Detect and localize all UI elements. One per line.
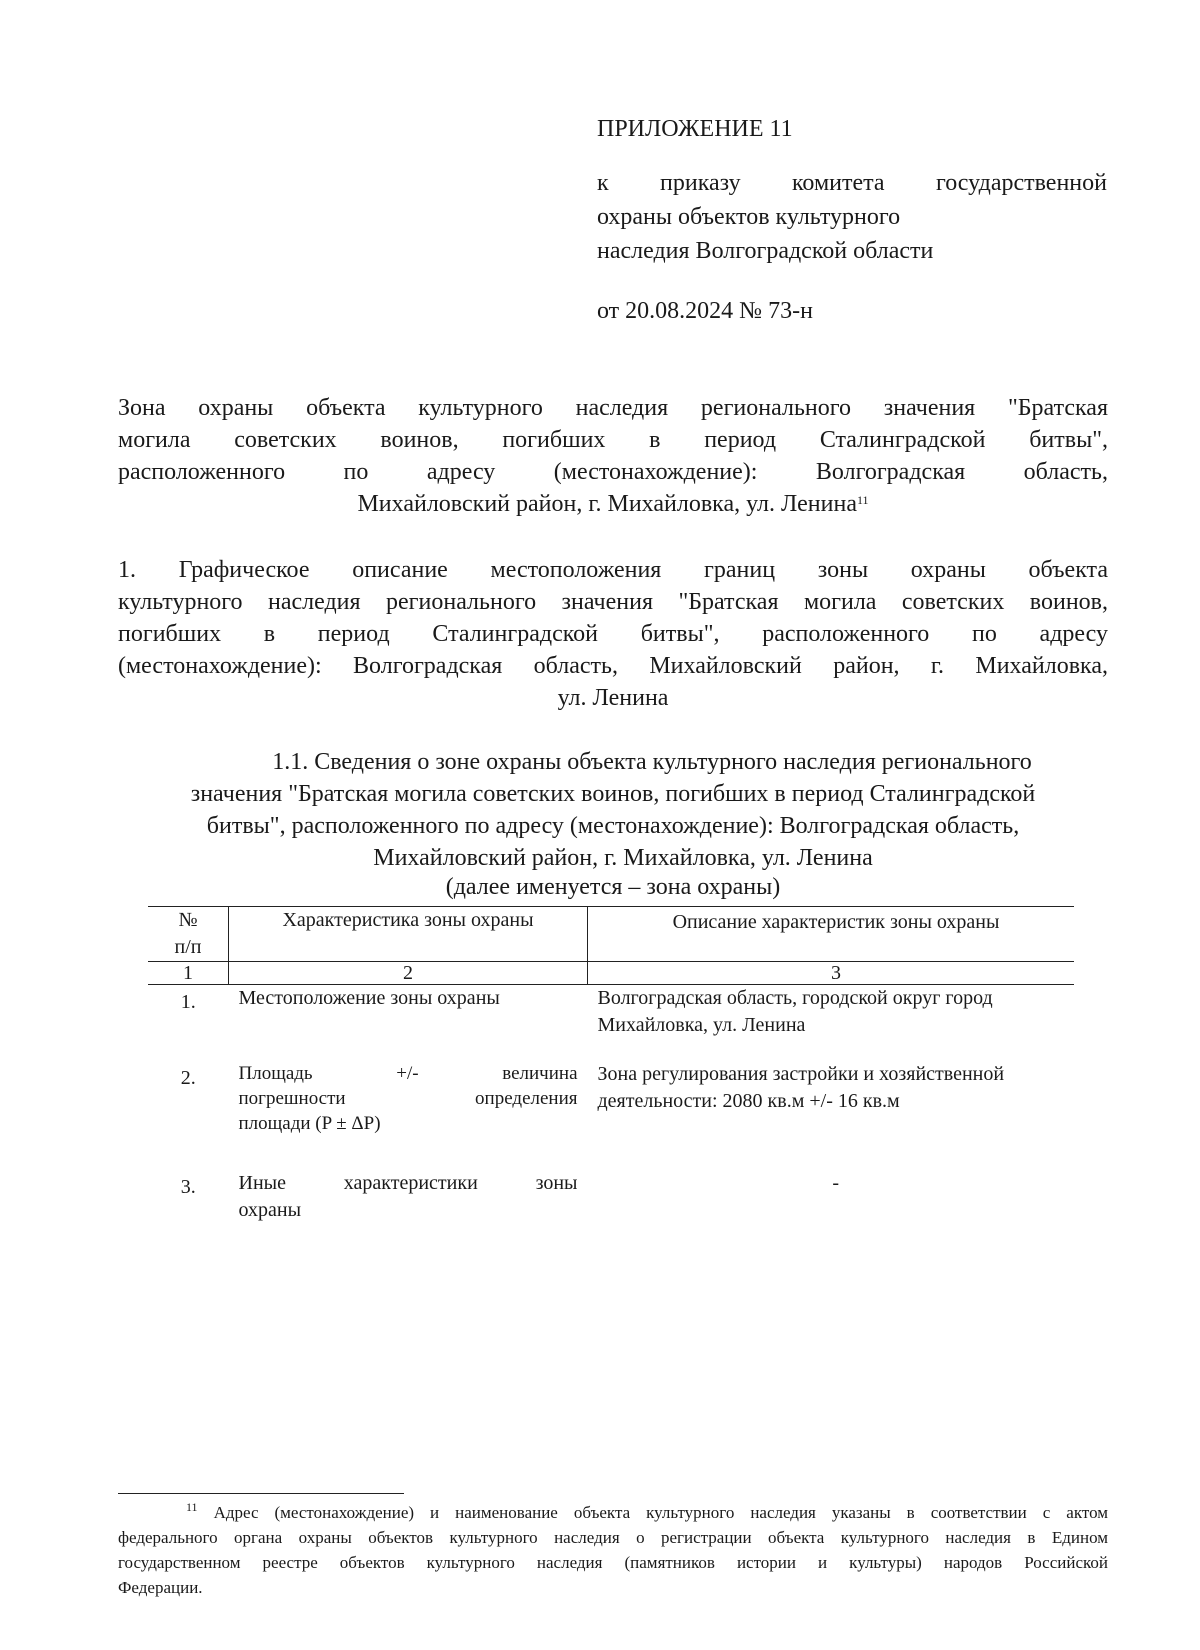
title-last-line bbox=[118, 488, 1108, 520]
col-number: 2 bbox=[229, 962, 588, 985]
header-num-line: п/п bbox=[174, 936, 202, 958]
section-1-line: 1. Графическое описание местоположения границ зоны охраны объекта bbox=[118, 557, 1108, 583]
table-row bbox=[148, 985, 1074, 1040]
footnote-mark: 11 bbox=[856, 493, 869, 507]
header-characteristic: Характеристика зоны охраны bbox=[229, 907, 588, 962]
order-line-1: к приказу комитета государственной bbox=[597, 170, 1107, 196]
order-line-2: охраны объектов культурного bbox=[597, 204, 901, 230]
section-1-1 bbox=[118, 746, 1108, 900]
row-description-line: - bbox=[832, 1172, 840, 1194]
footnote-text: Адрес (местонахождение) и наименование объекта культурного наследия указаны в соответствии с актом bbox=[213, 1503, 1108, 1522]
footnote bbox=[118, 1500, 1108, 1600]
header-num-line: № bbox=[178, 909, 198, 931]
footnote-line: Федерации. bbox=[118, 1578, 203, 1597]
table-row bbox=[148, 1061, 1074, 1136]
order-line-3: наследия Волгоградской области bbox=[597, 238, 934, 264]
section-1-1-line: (далее именуется – зона охраны) bbox=[445, 874, 781, 900]
footnote-line: федерального органа охраны объектов культурного наследия о регистрации объекта культурного наследия в Едином bbox=[118, 1528, 1108, 1547]
row-description-line: деятельности: 2080 кв.м +/- 16 кв.м bbox=[597, 1090, 900, 1112]
section-1-1-line: Михайловский район, г. Михайловка, ул. Ленина bbox=[373, 845, 873, 871]
row-description bbox=[588, 985, 1075, 1040]
row-characteristic-line: площади (P ± ΔP) bbox=[238, 1113, 381, 1134]
zone-characteristics-table bbox=[148, 906, 1074, 1224]
row-characteristic-line: погрешности определения bbox=[238, 1088, 578, 1109]
section-1-line: ул. Ленина bbox=[557, 685, 669, 711]
row-description-line: Михайловка, ул. Ленина bbox=[597, 1014, 806, 1036]
row-description bbox=[588, 1061, 1075, 1136]
order-date-number: от 20.08.2024 № 73-н bbox=[597, 298, 813, 324]
row-characteristic bbox=[229, 1170, 588, 1224]
col-number: 3 bbox=[588, 962, 1075, 985]
section-1-1-line: битвы", расположенного по адресу (местонахождение): Волгоградская область, bbox=[206, 813, 1020, 839]
row-characteristic bbox=[229, 1061, 588, 1136]
section-1 bbox=[118, 554, 1108, 714]
row-characteristic-line: Площадь +/- величина bbox=[238, 1063, 578, 1084]
section-1-line: культурного наследия регионального значения "Братская могила советских воинов, bbox=[118, 589, 1108, 615]
row-characteristic-line: охраны bbox=[238, 1199, 302, 1221]
section-1-line: (местонахождение): Волгоградская область, Михайловский район, г. Михайловка, bbox=[118, 653, 1108, 679]
footnote-line bbox=[118, 1500, 1108, 1525]
row-characteristic-line: Местоположение зоны охраны bbox=[238, 987, 500, 1009]
title-line: Михайловский район, г. Михайловка, ул. Ленина bbox=[357, 491, 857, 517]
title-line: Зона охраны объекта культурного наследия регионального значения "Братская bbox=[118, 395, 1108, 421]
table-header-row bbox=[148, 907, 1074, 962]
row-number: 2. bbox=[180, 1067, 196, 1089]
section-1-1-line: 1.1. Сведения о зоне охраны объекта культурного наследия регионального bbox=[272, 749, 1032, 775]
order-reference bbox=[597, 166, 1107, 268]
header-num bbox=[148, 907, 229, 962]
row-number: 3. bbox=[180, 1176, 196, 1198]
table-col-number-row bbox=[148, 962, 1074, 985]
title-line: могила советских воинов, погибших в период Сталинградской битвы", bbox=[118, 427, 1108, 453]
section-1-line: погибших в период Сталинградской битвы", расположенного по адресу bbox=[118, 621, 1108, 647]
table-row bbox=[148, 1170, 1074, 1224]
header-description: Описание характеристик зоны охраны bbox=[588, 907, 1075, 962]
row-characteristic-line: Иные характеристики зоны bbox=[238, 1172, 578, 1194]
row-description-line: Зона регулирования застройки и хозяйственной bbox=[597, 1063, 1005, 1085]
row-description bbox=[588, 1170, 1075, 1224]
title-line: расположенного по адресу (местонахождение): Волгоградская область, bbox=[118, 459, 1108, 485]
footnote-mark: 11 bbox=[186, 1500, 198, 1514]
col-number: 1 bbox=[148, 962, 229, 985]
row-description-line: Волгоградская область, городской округ город bbox=[597, 987, 993, 1009]
section-1-1-line: значения "Братская могила советских воинов, погибших в период Сталинградской bbox=[190, 781, 1036, 807]
document-title bbox=[118, 392, 1108, 520]
row-characteristic bbox=[229, 985, 588, 1040]
row-number: 1. bbox=[180, 991, 196, 1013]
appendix-title: ПРИЛОЖЕНИЕ 11 bbox=[597, 116, 793, 142]
footnote-separator bbox=[118, 1493, 404, 1494]
footnote-line: государственном реестре объектов культурного наследия (памятников истории и культуры) народов Российской bbox=[118, 1553, 1108, 1572]
